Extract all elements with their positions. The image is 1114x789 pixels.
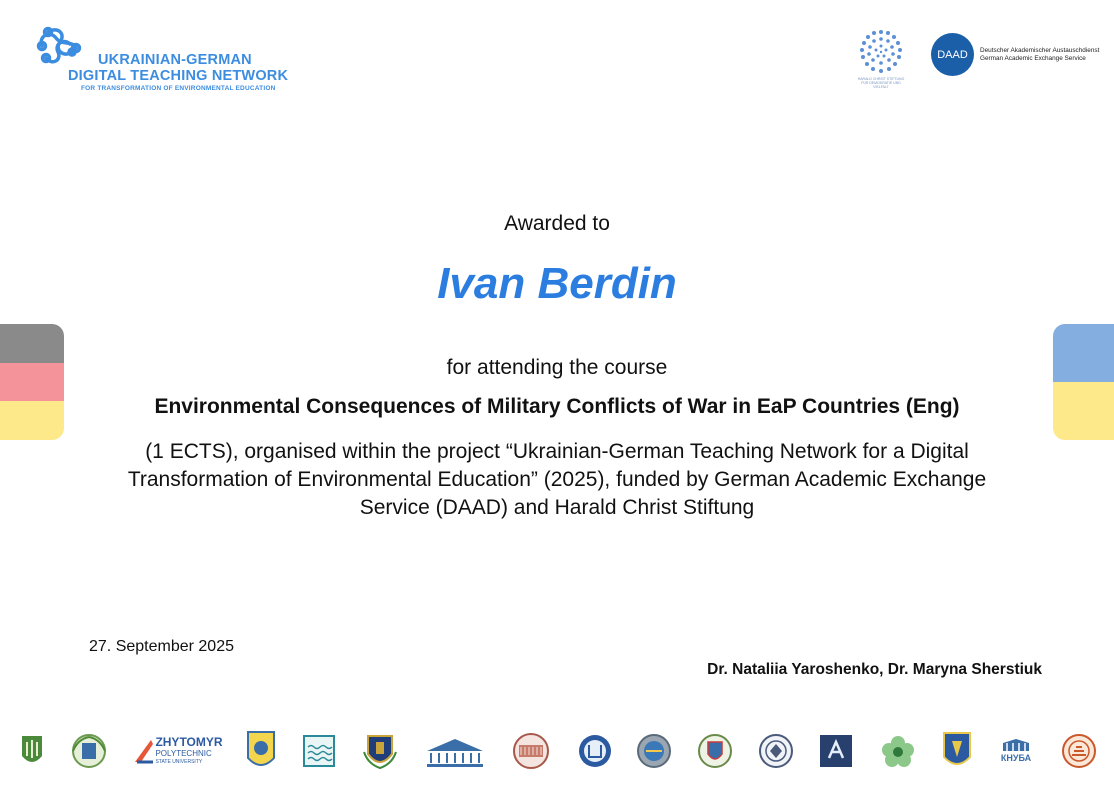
awarded-to-label: Awarded to	[504, 212, 610, 235]
university-seal-round-icon	[758, 728, 794, 774]
germany-flag	[0, 324, 64, 440]
network-knot-icon	[34, 22, 84, 72]
harald-christ-logo	[855, 28, 907, 90]
course-title: Environmental Consequences of Military Conflicts of War in EaP Countries (Eng)	[154, 395, 960, 418]
zhytomyr-name: ZHYTOMYR	[155, 735, 223, 749]
university-shield-crest-icon	[362, 728, 398, 774]
recipient-name: Ivan Berdin	[437, 259, 677, 308]
university-square-blue-icon	[818, 728, 854, 774]
zhytomyr-sub: POLYTECHNIC	[155, 749, 212, 758]
university-seal-grey-icon	[636, 728, 672, 774]
course-description: (1 ECTS), organised within the project “Ukrainian-German Teaching Network for a Digital Transformation of Environmental Education” (2025), funded by German Academic Exchange Service (DAAD) and Harald Christ Stiftung	[127, 440, 987, 519]
network-logo-line1: UKRAINIAN-GERMAN	[98, 52, 252, 68]
university-seal-red-icon	[511, 728, 551, 774]
network-logo-line2: DIGITAL TEACHING NETWORK	[68, 68, 289, 84]
attending-label: for attending the course	[446, 356, 668, 379]
ukraine-flag	[1053, 324, 1114, 440]
signers: Dr. Nataliia Yaroshenko, Dr. Maryna Sherstiuk	[707, 661, 1042, 678]
harald-christ-caption: HARALD CHRIST STIFTUNG FÜR DEMOKRATIE UND VIELFALT	[857, 77, 905, 89]
university-shield-blue-icon	[942, 728, 972, 774]
daad-mark: DAAD	[931, 33, 974, 76]
knuba-logo	[996, 728, 1036, 774]
issue-date: 27. September 2025	[89, 638, 234, 655]
university-shield-green-icon	[20, 728, 44, 774]
network-logo-line3: FOR TRANSFORMATION OF ENVIRONMENTAL EDUCATION	[81, 85, 276, 92]
daad-line1: Deutscher Akademischer Austauschdienst	[980, 47, 1100, 54]
zhytomyr-polytechnic-logo	[133, 728, 223, 774]
dotted-circle-icon	[855, 28, 907, 76]
waves-square-icon	[302, 728, 336, 774]
university-seal-orange-icon	[1061, 728, 1097, 774]
daad-line2: German Academic Exchange Service	[980, 55, 1086, 62]
partner-logos	[0, 728, 1114, 776]
university-shield-yellow-icon	[245, 728, 277, 774]
university-seal-blue-icon	[577, 728, 613, 774]
university-flower-green-icon	[878, 728, 918, 774]
daad-logo	[931, 33, 1099, 77]
university-seal-crest-icon	[697, 728, 733, 774]
zhytomyr-sub2: STATE UNIVERSITY	[155, 759, 203, 765]
network-logo	[34, 22, 294, 94]
knuba-label: КНУБА	[1000, 753, 1032, 763]
university-seal-ornate-icon	[70, 728, 108, 774]
university-building-icon	[422, 728, 488, 774]
